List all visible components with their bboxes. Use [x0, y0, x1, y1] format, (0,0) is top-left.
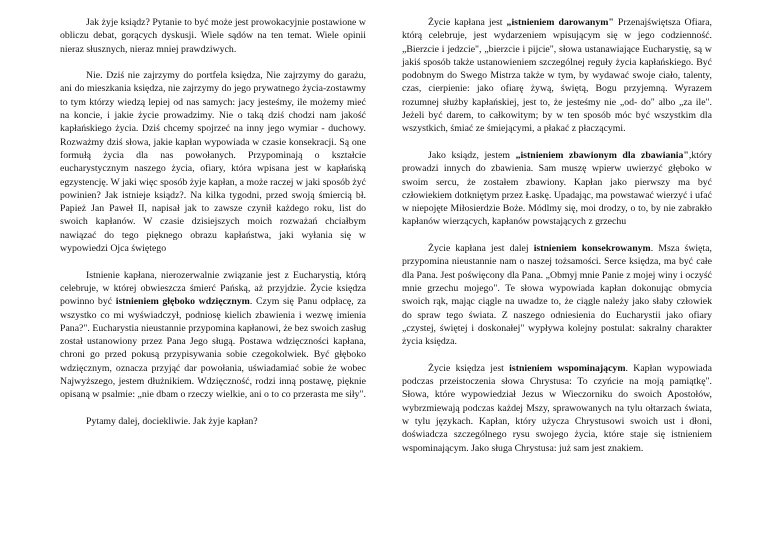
paragraph-remembering-existence [402, 362, 712, 455]
bold-phrase: „istnieniem darowanym" [506, 17, 614, 28]
paragraph-text: . Kapłan wypowiada podczas przeistoczenia słowa Chrystusa: To czyńcie na moją pamiątkę". Słowa, które wypowiedział Jezus w Wieczorniku do swoich Apostołów, wybrzmiewają podczas każdej Mszy, sprawowanych na tylu ołtarzach świata, w tylu językach. Kapłan, który użycza Chrystusowi swoich ust i dłoni, doświadcza szczególnego rysu swojego życia, które staje się istnieniem wspominającym. Jako sługa Chrystusa: już sam jest znakiem. [402, 362, 712, 454]
left-column [60, 16, 366, 442]
paragraph-text: Jako ksiądz, jestem [428, 149, 516, 161]
paragraph-grateful-existence [60, 269, 366, 402]
paragraph-spiritual-dimension: Nie. Dziś nie zajrzymy do portfela księdza, Nie zajrzymy do garażu, ani do mieszkania księdza, nie zajrzymy do jego prywatnego życia-zostawmy to tym którzy wiedzą lepiej od nas samych: jacy jesteśmy, ile możemy mieć na koncie, i jakie życie prowadzimy. Nie o taką dziś chodzi nam jakość kapłańskiego życia. Dziś chcemy spojrzeć na inny jego wymiar - duchowy. Rozważmy dziś słowa, jakie kapłan wypowiada w czasie konsekracji. Są one formułą życia dla nas powołanych. Przypominają o kształcie eucharystycznym naszego życia, ofiary, która wpisana jest w kapłańską egzystencję. W jaki więc sposób żyje kapłan, a może raczej w jaki sposób żyć powinien? Jak istnieje ksiądz?. Na kilka tygodni, przed swoją śmiercią bł. Papież Jan Paweł II, napisał jak to zawsze czynił każdego roku, list do swoich kapłanów. W czasie dzisiejszych moich rozważań chciałbym nawiązać do tego pięknego obrazu kapłaństwa, jaki wyłania się w wypowiedzi Ojca świętego [60, 70, 366, 255]
paragraph-consecrated-existence [402, 242, 712, 348]
paragraph-intro: Jak żyje ksiądz? Pytanie to być może jest prowokacyjnie postawione w obliczu debat, gorących dyskusji. Wiele sądów na ten temat. Wiele opinii nieraz słusznych, nieraz mniej prawdziwych. [60, 17, 366, 55]
paragraph-text: . Msza święta, przypomina nieustannie nam o naszej tożsamości. Serce księdza, ma być całe dla Pana. Jest poświęcony dla Pana. „Obmyj mnie Panie z mojej winy i oczyść mnie grzechu mojego". Te słowa wypowiada kapłan dokonując obmycia swoich rąk, mając ciągle na uwadze to, że ciągle należy jako słaby człowiek do spraw tego świata. Z naszego odniesienia do Eucharystii jako ofiary „czystej, świętej i doskonałej" wypływa kolejny postulat: sakralny charakter życia księdza. [402, 243, 713, 348]
paragraph-gifted-existence [402, 16, 712, 136]
paragraph-text: Przenajświętsza Ofiara, którą celebruje, jest wydarzeniem wpisującym się w jego codzienność. „Bierzcie i jedzcie", „bierzcie i pijcie", słowa ustanawiające Eucharystię, są w jakiś sposób także ustanowieniem szczególnej reguły życia kapłańskiego. Być podobnym do Swego Mistrza także w tym, by wydawać swoje ciało, talenty, czas, cierpienie: jako ofiarę żywą, świętą, Bogu przyjemną. Wyrazem rozumnej służby kapłańskiej, jest to, że jesteśmy nie „od- do" albo „za ile". Jeżeli być darem, to całkowitym; by w ten sposób móc być wszystkim dla wszystkich, śmiać ze śmiejącymi, a płakać z płaczącymi. [402, 17, 712, 135]
paragraph-text: Życie kapłana jest dalej [428, 243, 534, 255]
bold-phrase: istnieniem głęboko wdzięcznym [115, 296, 250, 308]
paragraph-text: . Czym się Panu odpłacę, za wszystko co mi wyświadczył, podniosę kielich zbawienia i wezwę imienia Pana?". Eucharystia nieustannie przypomina kapłanowi, że bez swoich zasług został ustanowiony przez Pana Jego sługą. Postawa wdzięczności kapłana, chroni go przed pokusą przypisywania sobie czegokolwiek. Być głęboko wdzięcznym, oznacza przyjąć dar powołania, uświadamiać sobie że wobec Najwyższego, jestem dłużnikiem. Wdzięczność, rodzi inną postawę, pięknie opisaną w psalmie: „nie dbam o rzeczy wielkie, ani o to co przerasta me siły". [60, 296, 367, 401]
paragraph-question: Pytamy dalej, dociekliwie. Jak żyje kapłan? [86, 415, 258, 427]
right-column [402, 16, 712, 468]
bold-phrase: istnieniem wspominającym [509, 362, 626, 374]
paragraph-text: Życie kapłana jest [428, 17, 507, 28]
paragraph-saved-existence [402, 149, 712, 229]
bold-phrase: istnieniem konsekrowanym [533, 243, 651, 255]
paragraph-text: Istnienie kapłana, nierozerwalnie związanie jest z Eucharystią, którą celebruje, w której obwieszcza śmierć Pańską, aż przyjdzie. Życie księdza powinno być [60, 269, 366, 308]
paragraph-text: Życie księdza jest [428, 362, 510, 374]
paragraph-text: ,który prowadzi innych do zbawienia. Sam muszę wpierw uwierzyć głęboko w swoim sercu, że zostałem zbawiony. Kapłan jako pierwszy ma być człowiekiem dotkniętym przez Łaskę. Upadając, ma powstawać wierzyć i ufać w niepojęte Miłosierdzie Boże. Módlmy się, moi drodzy, o to, by nie zabrakło kapłanów wierzących, kapłanów powstających z grzechu [402, 149, 713, 228]
bold-phrase: „istnieniem zbawionym dla zbawiania" [515, 149, 689, 161]
